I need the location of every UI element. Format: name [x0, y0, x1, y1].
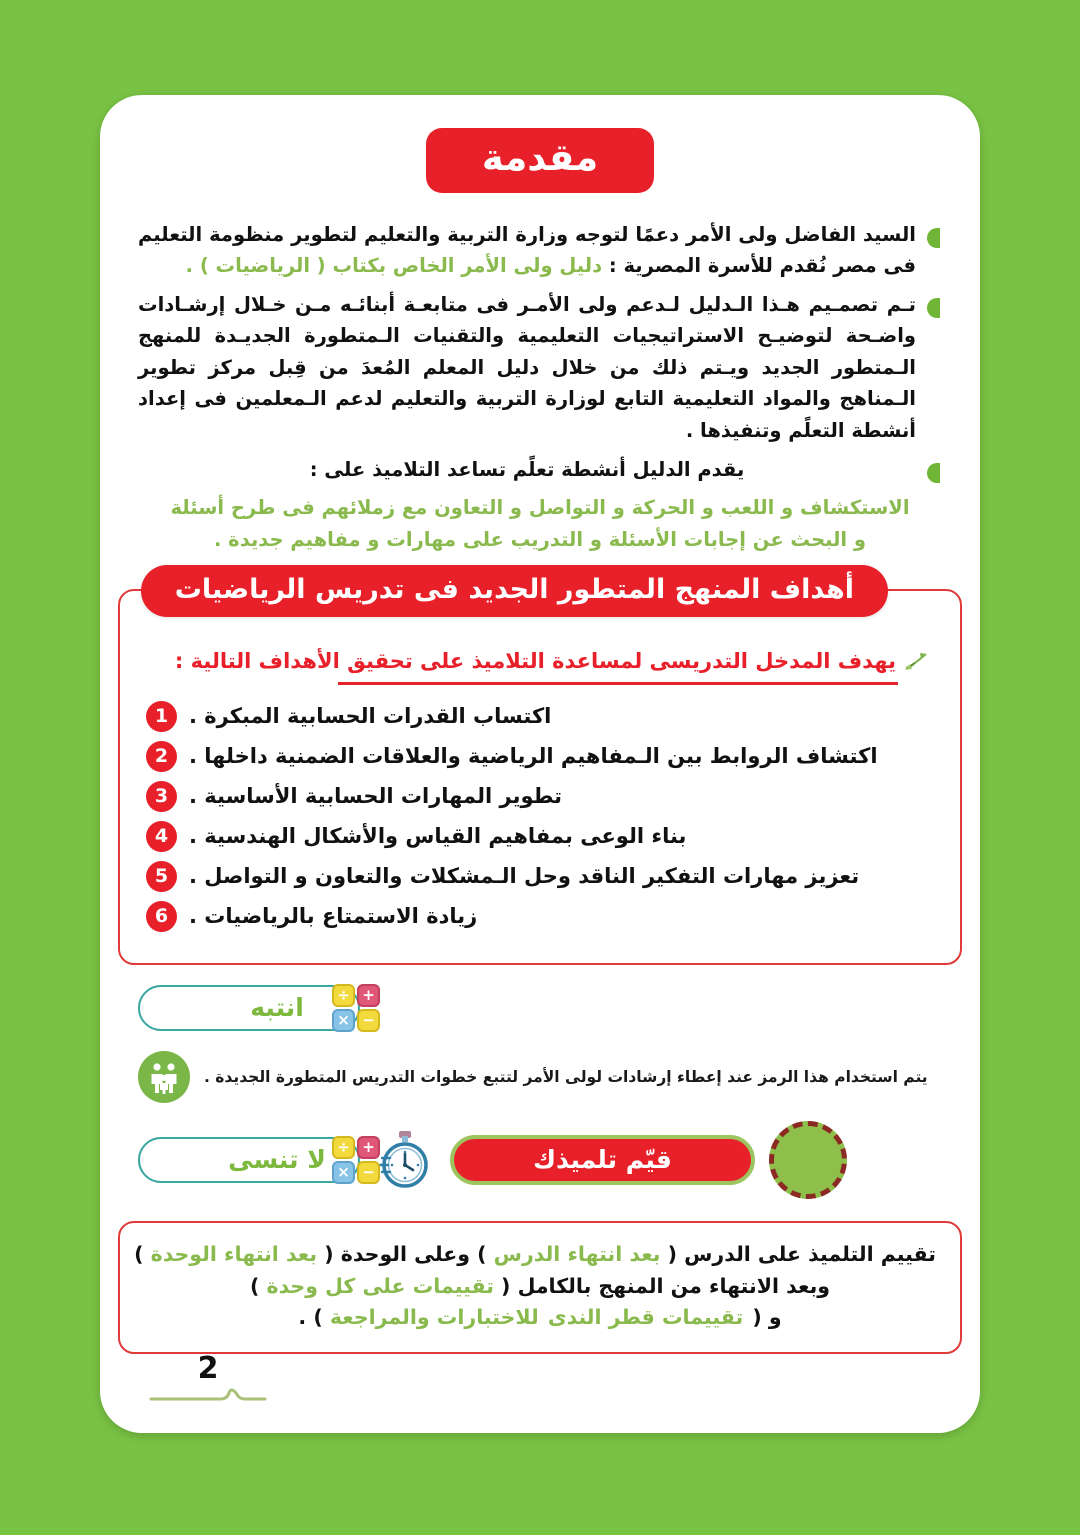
goal-text: زيادة الاستمتاع بالرياضيات .: [189, 904, 478, 929]
goal-number-badge: 2: [146, 741, 177, 772]
evaluation-line-3: [144, 1302, 936, 1334]
calculator-keys-icon: [332, 1136, 380, 1184]
eval-line1-green-2: بعد انتهاء الوحدة: [150, 1241, 318, 1266]
eval-line1-green-1: بعد انتهاء الدرس: [493, 1241, 661, 1266]
evaluate-row: [138, 1121, 942, 1199]
goals-box: [118, 589, 962, 965]
eval-line3-green-2: للاختبارات والمراجعة: [329, 1305, 546, 1330]
intro-bullet-1: [138, 219, 942, 282]
goal-number-badge: 5: [146, 861, 177, 892]
goal-item: [146, 741, 878, 772]
page-card: [100, 95, 980, 1433]
dont-forget-label: لا تنسى: [228, 1145, 326, 1175]
eval-line2-part-b: ): [249, 1273, 267, 1298]
bullet-arrow-icon: [927, 298, 940, 318]
note-row: [138, 1051, 942, 1103]
eval-line3-part-b: ) .: [298, 1305, 330, 1330]
goal-item: [146, 901, 477, 932]
calc-key-plus: +: [357, 1136, 380, 1159]
goals-banner-title: أهداف المنهج المتطور الجديد فى تدريس الرياضيات: [141, 565, 888, 617]
evaluation-details-box: [118, 1221, 962, 1354]
bullet-arrow-icon: [927, 228, 940, 248]
eval-line3-part-a: و (: [745, 1305, 782, 1330]
page-number-container: [148, 1351, 268, 1405]
intro-paragraph-1-green: دليل ولى الأمر الخاص بكتاب ( الرياضيات ) .: [185, 254, 603, 278]
evaluate-banner: [450, 1135, 755, 1185]
dont-forget-badge: [138, 1137, 375, 1183]
goal-text: تعزيز مهارات التفكير الناقد وحل الـمشكلات والتعاون و التواصل .: [189, 864, 860, 889]
bullet-arrow-icon: [927, 463, 940, 483]
stopwatch-icon: [374, 1129, 436, 1191]
goal-text: تطوير المهارات الحسابية الأساسية .: [189, 784, 562, 809]
brand-logo-text: تقييمات قطر الندى: [547, 1305, 744, 1330]
eval-line1-part-a: تقييم التلميذ على الدرس (: [660, 1241, 936, 1266]
evaluation-line-2: [144, 1271, 936, 1303]
goals-divider: [338, 682, 898, 685]
intro-paragraph-1-black: السيد الفاضل ولى الأمر دعمًا لتوجه وزارة التربية والتعليم لتطوير منظومة التعليم فى مصر نُقدم للأسرة المصرية :: [138, 222, 916, 278]
page-title: مقدمة: [426, 128, 654, 193]
intro-paragraph-2: تـم تصمـيم هـذا الـدليل لـدعم ولى الأمـر فى متابعـة أبنائـه مـن خـلال إرشـادات واضـحة لتوضيـح الاستراتيجيات التعليمية والتقنيات الـمتطورة الجديـدة للمنهج الـمتطور الجديد ويـتم ذلك من خلال دليل المعلم المُعدَ من قِبل مركز تطوير الـمناهج والمواد التعليمية التابع لوزارة التربية والتعليم لدعم الـمعلمين فى إعداد أنشطة التعلًم وتنفيذها .: [138, 292, 916, 443]
calculator-keys-icon: [332, 984, 380, 1032]
intro-bullet-2: [138, 289, 942, 447]
intro-green-line-1: الاستكشاف و اللعب و الحركة و التواصل و التعاون مع زملائهم فى طرح أسئلة: [170, 496, 910, 520]
calc-key-minus: −: [357, 1161, 380, 1184]
intro-green-line-2: و البحث عن إجابات الأسئلة و التدريب على مهارات و مفاهيم جديدة .: [213, 527, 866, 551]
goal-item: [146, 821, 686, 852]
eval-line2-green: تقييمات على كل وحدة: [266, 1273, 494, 1298]
goal-text: اكتشاف الروابط بين الـمفاهيم الرياضية والعلاقات الضمنية داخلها .: [189, 744, 878, 769]
goals-section: [118, 574, 962, 965]
attention-row: [138, 985, 942, 1031]
attention-badge: [138, 985, 375, 1031]
goal-item: [146, 781, 562, 812]
calc-key-multiply: ×: [332, 1009, 355, 1032]
goal-number-badge: 1: [146, 701, 177, 732]
calc-key-minus: −: [357, 1009, 380, 1032]
calc-key-divide: ÷: [332, 1136, 355, 1159]
attention-label: انتبه: [250, 993, 304, 1023]
calc-key-multiply: ×: [332, 1161, 355, 1184]
page-title-container: [100, 128, 980, 193]
calc-key-divide: ÷: [332, 984, 355, 1007]
intro-bullet-3: [138, 454, 942, 486]
goal-number-badge: 6: [146, 901, 177, 932]
eval-line1-part-c: ): [134, 1241, 151, 1266]
dashed-green-circle-icon: [769, 1121, 847, 1199]
eval-line1-part-b: ) وعلى الوحدة (: [317, 1241, 494, 1266]
quill-pen-icon: [904, 651, 930, 671]
goals-lead-row: [146, 649, 934, 673]
intro-paragraph-3: يقدم الدليل أنشطة تعلًم تساعد التلاميذ على :: [309, 457, 745, 481]
goal-text: اكتساب القدرات الحسابية المبكرة .: [189, 704, 552, 729]
goals-list: [146, 701, 934, 941]
squiggle-underline-icon: [148, 1387, 268, 1405]
goal-item: [146, 861, 859, 892]
goal-number-badge: 4: [146, 821, 177, 852]
intro-paragraph-1: [138, 219, 916, 282]
calc-key-plus: +: [357, 984, 380, 1007]
goals-lead-text: يهدف المدخل التدريسى لمساعدة التلاميذ على تحقيق الأهداف التالية :: [174, 649, 896, 674]
goal-number-badge: 3: [146, 781, 177, 812]
goal-item: [146, 701, 551, 732]
goal-text: بناء الوعى بمفاهيم القياس والأشكال الهندسية .: [189, 824, 687, 849]
note-text: يتم استخدام هذا الرمز عند إعطاء إرشادات لولى الأمر لتتبع خطوات التدريس المتطورة الجديدة .: [204, 1067, 928, 1086]
family-group-icon: [138, 1051, 190, 1103]
page-number: 2: [197, 1351, 219, 1386]
evaluation-line-1: [134, 1239, 936, 1271]
intro-section: [138, 219, 942, 556]
evaluate-banner-label: قيّم تلميذك: [533, 1145, 672, 1175]
eval-line2-part-a: وبعد الانتهاء من المنهج بالكامل (: [493, 1273, 831, 1298]
